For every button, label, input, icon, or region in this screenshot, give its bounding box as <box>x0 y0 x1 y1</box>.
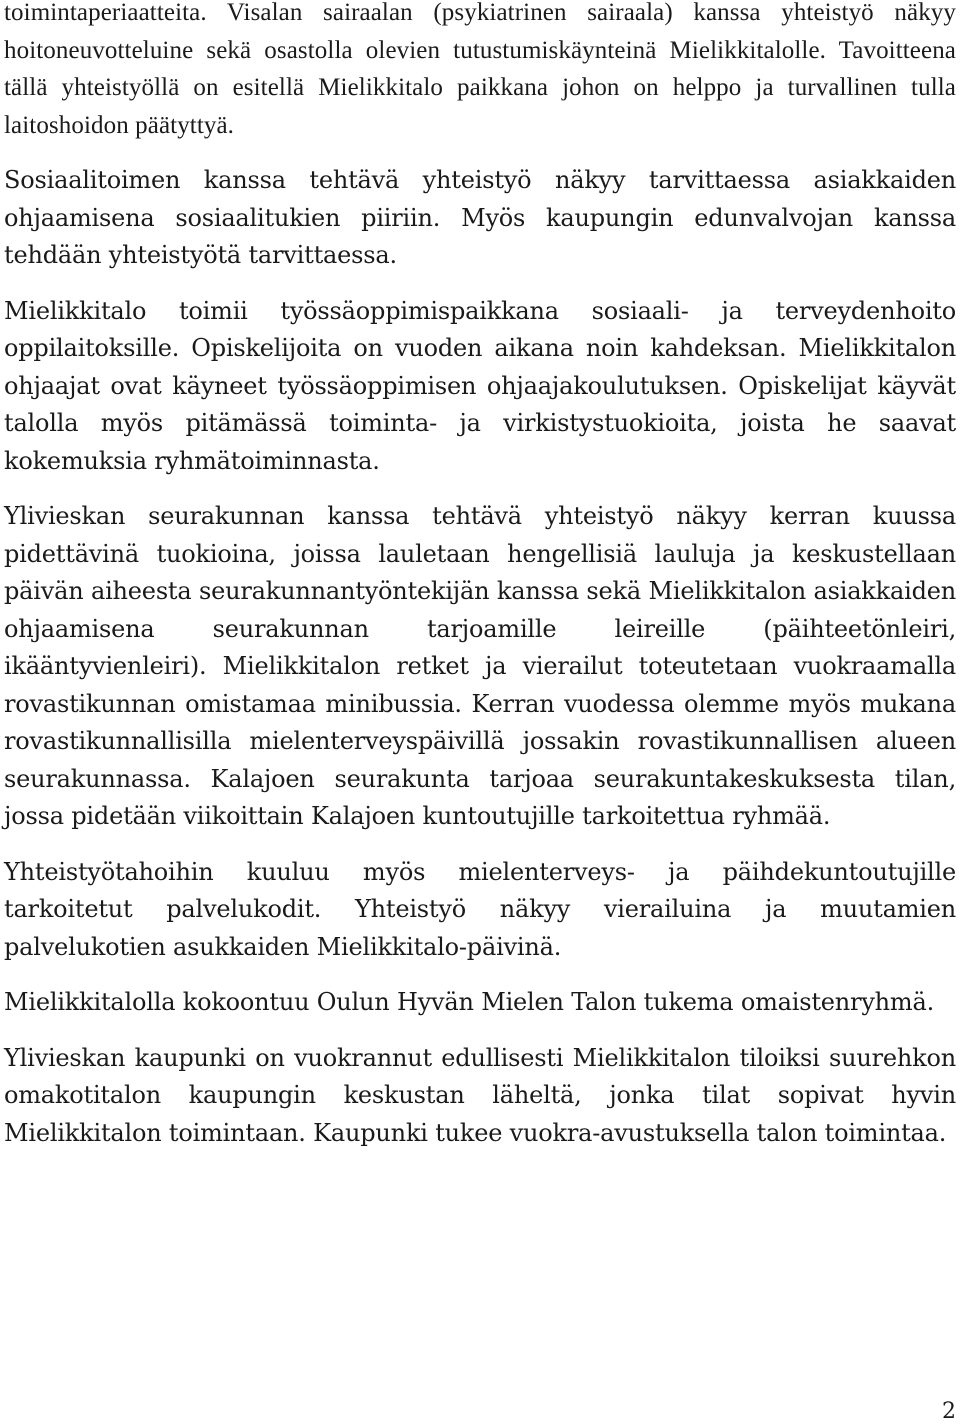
paragraph-social-services: Sosiaalitoimen kanssa tehtävä yhteistyö näkyy tarvittaessa asiakkaiden ohjaamisena sosiaalitukien piiriin. Myös kaupungin edunvalvojan kanssa tehdään yhteistyötä tarvittaessa. <box>4 166 956 269</box>
paragraph-visala-cooperation: toimintaperiaatteita. Visalan sairaalan (psykiatrinen sairaala) kanssa yhteistyö näkyy hoitoneuvotteluine sekä osastolla olevien tutustumiskäynteinä Mielikkitalolle. Tavoitteena tällä yhteistyöllä on esitellä Mielikkitalo paikkana johon on helppo ja turvallinen tulla laitoshoidon päätyttyä. <box>4 0 956 139</box>
paragraph-city-support: Ylivieskan kaupunki on vuokrannut edullisesti Mielikkitalon tiloiksi suurehkon omakotitalon kaupungin keskustan läheltä, jonka tilat sopivat hyvin Mielikkitalon toimintaan. Kaupunki tukee vuokra-avustuksella talon toimintaa. <box>4 1043 956 1147</box>
paragraph-parish-cooperation: Ylivieskan seurakunnan kanssa tehtävä yhteistyö näkyy kerran kuussa pidettävinä tuokioina, joissa lauletaan hengellisiä lauluja ja keskustellaan päivän aiheesta seurakunnantyöntekijän kanssa sekä Mielikkitalon asiakkaiden ohjaamisena seurakunnan tarjoamille leireille (päihteetönleiri, ikääntyvienleiri). Mielikkitalon retket ja vierailut toteutetaan vuokraamalla rovastikunnan omistamaa minibussia. Kerran vuodessa olemme myös mukana rovastikunnallisilla mielenterveyspäivillä jossakin rovastikunnallisen alueen seurakunnassa. Kalajoen seurakunta tarjoaa seurakuntakeskuksesta tilan, jossa pidetään viikoittain Kalajoen kuntoutujille tarkoitettua ryhmää. <box>4 502 956 830</box>
paragraph-work-placement: Mielikkitalo toimii työssäoppimispaikkana sosiaali- ja terveydenhoito oppilaitoksille. Opiskelijoita on vuoden aikana noin kahdeksan. Mielikkitalon ohjaajat ovat käyneet työssäoppimisen ohjaajakoulutuksen. Opiskelijat käyvät talolla myös pitämässä toiminta- ja virkistystuokioita, joista he saavat kokemuksia ryhmätoiminnasta. <box>4 296 956 475</box>
document-page <box>4 0 956 1152</box>
paragraph-relatives-group: Mielikkitalolla kokoontuu Oulun Hyvän Mielen Talon tukema omaistenryhmä. <box>4 988 935 1016</box>
page-number: 2 <box>942 1399 956 1424</box>
paragraph-service-homes: Yhteistyötahoihin kuuluu myös mielenterveys- ja päihdekuntoutujille tarkoitetut palvelukodit. Yhteistyö näkyy vierailuina ja muutamien palvelukotien asukkaiden Mielikkitalo-päivinä. <box>4 857 956 961</box>
